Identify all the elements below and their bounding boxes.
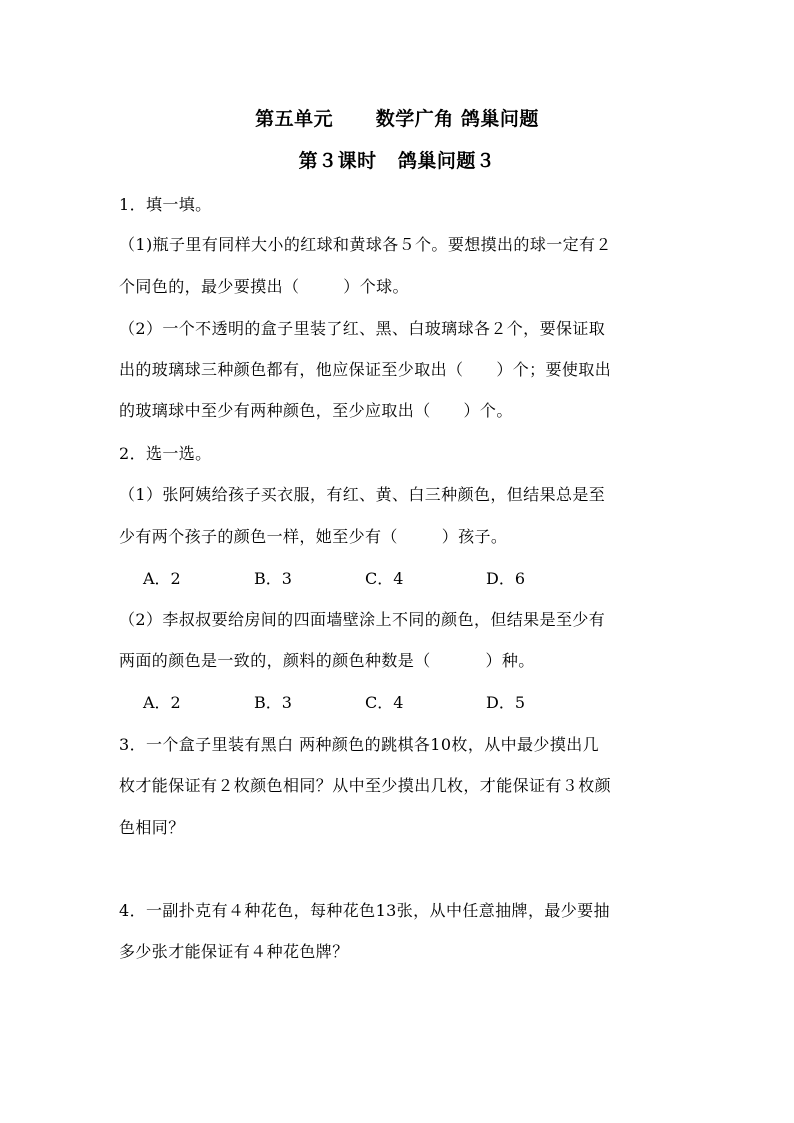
q3-line3: 色相同？ [119,818,185,837]
q1-heading: 1．填一填。 [119,195,212,214]
q4-line1: 4．一副扑克有４种花色，每种花色13张，从中任意抽牌，最少要抽 [119,901,610,920]
q2-p1-option-c: C．4 [365,569,404,588]
q2-p2-option-a: A．2 [143,693,181,712]
q2-p2-option-d: D．5 [486,693,526,712]
lesson-title: 第３课时 鸽巢问题３ [298,150,496,172]
q2-p2-line1: （2）李叔叔要给房间的四面墙壁涂上不同的颜色，但结果是至少有 [119,610,606,629]
q2-p1-option-b: B．3 [254,569,292,588]
q4-line2: 多少张才能保证有４种花色牌？ [119,942,349,961]
q2-heading: 2．选一选。 [119,444,212,463]
q3-line2: 枚才能保证有２枚颜色相同？从中至少摸出几枚，才能保证有３枚颜 [119,776,612,795]
q2-p2-option-b: B．3 [254,693,292,712]
q2-p1-line2: 少有两个孩子的颜色一样，她至少有（ ）孩子。 [119,527,508,546]
q2-p2-line2: 两面的颜色是一致的，颜料的颜色种数是（ ）种。 [119,651,535,670]
q1-p2-line1: （2）一个不透明的盒子里装了红、黑、白玻璃球各２个，要保证取 [119,319,606,338]
q1-p2-line3: 的玻璃球中至少有两种颜色，至少应取出（ ）个。 [119,401,513,420]
unit-title: 第五单元 数学广角 鸽巢问题 [255,108,539,130]
q2-p2-option-c: C．4 [365,693,404,712]
q3-line1: 3．一个盒子里装有黑白 两种颜色的跳棋各10枚，从中最少摸出几 [119,735,600,754]
q1-p1-line1: （1)瓶子里有同样大小的红球和黄球各５个。要想摸出的球一定有２ [119,235,612,254]
q2-p1-line1: （1）张阿姨给孩子买衣服，有红、黄、白三种颜色，但结果总是至 [119,485,606,504]
q1-p1-line2: 个同色的，最少要摸出（ ）个球。 [119,277,409,296]
q1-p2-line2: 出的玻璃球三种颜色都有，他应保证至少取出（ ）个；要使取出 [119,360,612,379]
q2-p1-option-a: A．2 [143,569,181,588]
q2-p1-option-d: D．6 [486,569,526,588]
